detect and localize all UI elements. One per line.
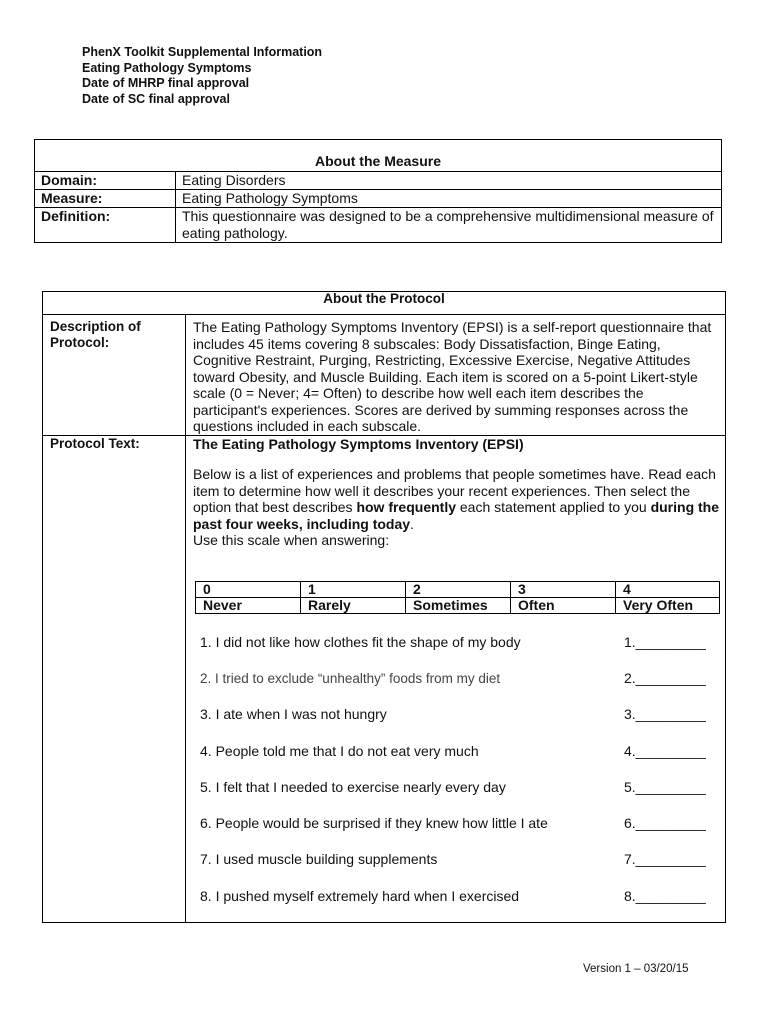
list-item <box>200 815 720 831</box>
scale-number: 0 <box>196 582 301 598</box>
about-measure-title: About the Measure <box>35 140 722 172</box>
header-line-toolkit: PhenX Toolkit Supplemental Information <box>82 45 323 59</box>
item-text: 7. I used muscle building supplements <box>200 851 438 867</box>
about-protocol-table <box>42 291 726 923</box>
item-text: 3. I ate when I was not hungry <box>200 706 387 722</box>
protocol-text-row <box>43 435 725 923</box>
instructions-part-1: Below is a list of experiences and problems that people sometimes have. Read each item to determine how well it describes your recent experiences. Then select the option that best describes <box>193 466 716 515</box>
table-row <box>35 172 722 190</box>
scale-label: Sometimes <box>406 598 511 614</box>
version-footer: Version 1 – 03/20/15 <box>583 963 689 975</box>
scale-label: Very Often <box>616 598 720 614</box>
measure-label: Measure: <box>35 190 176 208</box>
answer-blank[interactable]: 2._________ <box>624 670 706 686</box>
list-item <box>200 851 720 867</box>
scale-label: Never <box>196 598 301 614</box>
header-line-mhrp-approval: Date of MHRP final approval <box>82 76 250 90</box>
list-item <box>200 779 720 795</box>
answer-blank[interactable]: 4._________ <box>624 743 706 759</box>
scale-number: 3 <box>511 582 616 598</box>
description-text: The Eating Pathology Symptoms Inventory (EPSI) is a self-report questionnaire that includes 45 items covering 8 subscales: Body Dissatisfaction, Binge Eating, Cognitive Restraint, Purging, Restricting, Excessive Exercise, Negative Attitudes toward Obesity, and Muscle Building. Each item is scored on a 5-point Likert-style scale (0 = Never; 4= Often) to describe how well each item describes the participant's experiences. Scores are derived by summing responses across the questions included in each subscale. <box>193 319 712 434</box>
list-item <box>200 888 720 904</box>
scale-number: 4 <box>616 582 720 598</box>
item-text: 5. I felt that I needed to exercise nearly every day <box>200 779 506 795</box>
item-text: 8. I pushed myself extremely hard when I exercised <box>200 888 520 904</box>
list-item <box>200 634 720 650</box>
item-text: 1. I did not like how clothes fit the shape of my body <box>200 634 521 650</box>
header-line-sc-approval: Date of SC final approval <box>82 91 230 106</box>
domain-value: Eating Disorders <box>176 172 722 190</box>
instructions-part-3: . <box>410 515 414 532</box>
scale-number: 1 <box>301 582 406 598</box>
document-header <box>82 45 322 107</box>
instructions-emphasis-frequency: how frequently <box>356 499 456 515</box>
domain-label: Domain: <box>35 172 176 190</box>
scale-labels-row <box>196 598 720 614</box>
instructions-part-2: each statement applied to you <box>456 499 651 515</box>
answer-blank[interactable]: 3._________ <box>624 706 706 722</box>
instructions-text <box>193 466 719 549</box>
list-item <box>200 743 720 759</box>
scale-numbers-row <box>196 582 720 598</box>
answer-blank[interactable]: 7._________ <box>624 851 706 867</box>
instructions-emphasis-timeframe: during the past four weeks, including today <box>193 499 720 532</box>
item-text: 6. People would be surprised if they knew how little I ate <box>200 815 548 831</box>
answer-blank[interactable]: 5._________ <box>624 779 706 795</box>
definition-label: Definition: <box>35 208 176 243</box>
answer-blank[interactable]: 6._________ <box>624 815 706 831</box>
item-text: 2. I tried to exclude “unhealthy” foods from my diet <box>200 671 501 686</box>
about-measure-table <box>34 139 722 243</box>
instructions-scale-line: Use this scale when answering: <box>193 532 390 548</box>
item-text: 4. People told me that I do not eat very much <box>200 743 479 759</box>
scale-label: Often <box>511 598 616 614</box>
description-label: Description of Protocol: <box>50 319 141 350</box>
epsi-heading: The Eating Pathology Symptoms Inventory (EPSI) <box>193 436 524 452</box>
definition-value: This questionnaire was designed to be a comprehensive multidimensional measure of eating pathology. <box>176 208 722 243</box>
header-line-measure: Eating Pathology Symptoms <box>82 60 252 75</box>
answer-blank[interactable]: 8._________ <box>624 888 706 904</box>
list-item <box>200 706 720 722</box>
table-row <box>35 208 722 243</box>
about-protocol-title: About the Protocol <box>43 292 725 315</box>
list-item <box>200 670 720 687</box>
scale-number: 2 <box>406 582 511 598</box>
scale-label: Rarely <box>301 598 406 614</box>
response-scale-table <box>195 581 720 614</box>
description-row <box>43 315 725 436</box>
protocol-text-label: Protocol Text: <box>50 436 140 451</box>
answer-blank[interactable]: 1._________ <box>624 634 706 650</box>
measure-value: Eating Pathology Symptoms <box>176 190 722 208</box>
table-row <box>35 190 722 208</box>
